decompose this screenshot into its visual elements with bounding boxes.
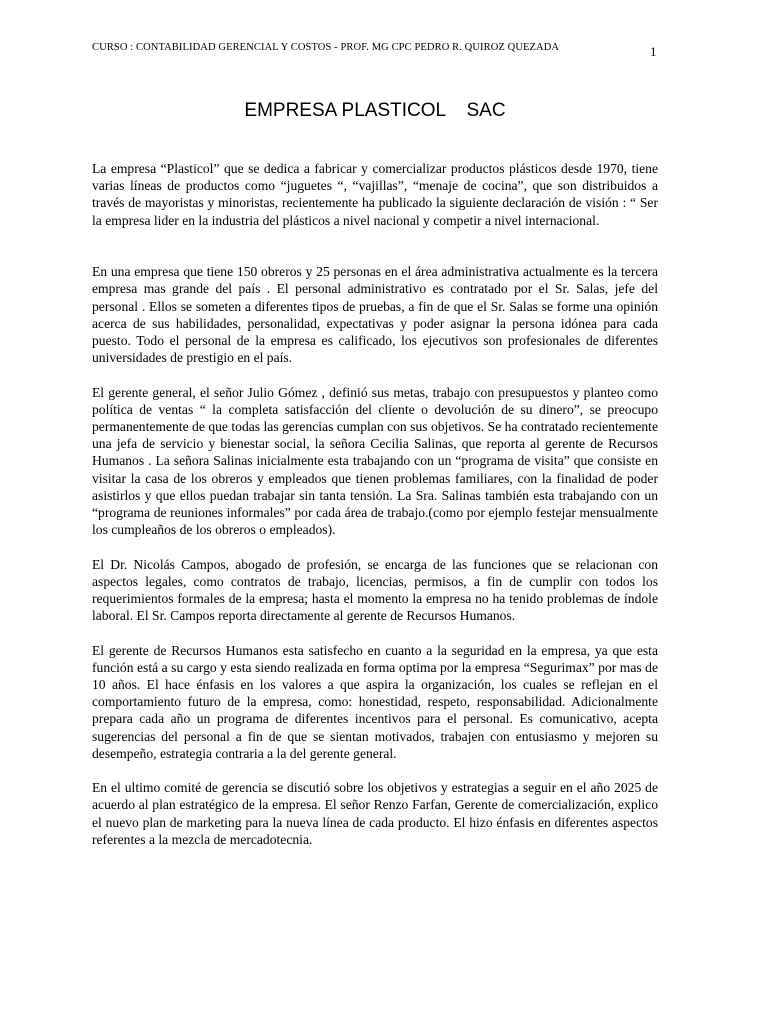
document-body: [92, 160, 658, 865]
paragraph-committee: En el ultimo comité de gerencia se discutió sobre los objetivos y estrategias a seguir en el año 2025 de acuerdo al plan estratégico de la empresa. El señor Renzo Farfan, Gerente de comercialización, explico el nuevo plan de marketing para la nueva línea de cada producto. El hizo énfasis en diferentes aspectos referentes a la mezcla de mercadotecnia.: [92, 780, 658, 847]
paragraph-general-manager: El gerente general, el señor Julio Gómez , definió sus metas, trabajo con presupuestos y planteo como política de ventas “ la completa satisfacción del cliente o devolución de su dinero”, se preocupo permanentemente de que todas las gerencias cumplan con sus objetivos. Se ha contratado recientemente una jefa de servicio y bienestar social, la señora Cecilia Salinas, que reporta al gerente de Recursos Humanos . La señora Salinas inicialmente esta trabajando con un “programa de visita” que consiste en visitar la casa de los obreros y empleados que tienen problemas familiares, con la finalidad de poder asistirlos y que ellos puedan trabajar sin tanta tensión. La Sra. Salinas también esta trabajando con un “programa de reuniones informales” por cada área de trabajo.(como por ejemplo festejar mensualmente los cumpleaños de los obreros o empleados).: [92, 384, 658, 538]
page-number: 1: [650, 44, 657, 59]
paragraph-staff: En una empresa que tiene 150 obreros y 25 personas en el área administrativa actualmente es la tercera empresa mas grande del país . El personal administrativo es contratado por el Sr. Salas, jefe del personal . Ellos se someten a diferentes tipos de pruebas, a fin de que el Sr. Salas se forme una opinión acerca de sus habilidades, personalidad, expectativas y poder asignar la persona idónea para cada puesto. Todo el personal de la empresa es calificado, los ejecutivos son profesionales de diferentes universidades de prestigio en el país.: [92, 264, 658, 366]
paragraph-vision: La empresa “Plasticol” que se dedica a fabricar y comercializar productos plásticos desde 1970, tiene varias líneas de productos como “juguetes “, “vajillas”, “menaje de cocina”, que son distribuidos a través de mayoristas y minoristas, recientemente ha publicado la siguiente declaración de visión : “ Ser la empresa lider en la industria del plásticos a nivel nacional y competir a nivel internacional.: [92, 161, 658, 228]
paragraph-legal: El Dr. Nicolás Campos, abogado de profesión, se encarga de las funciones que se relacionan con aspectos legales, como contratos de trabajo, licencias, permisos, a fin de cumplir con todos los requerimientos formales de la empresa; hasta el momento la empresa no ha tenido problemas de índole laboral. El Sr. Campos reporta directamente al gerente de Recursos Humanos.: [92, 556, 658, 624]
document-title: EMPRESA PLASTICOL SAC: [244, 100, 506, 121]
paragraph-hr-manager: El gerente de Recursos Humanos esta satisfecho en cuanto a la seguridad en la empresa, ya que esta función está a su cargo y esta siendo realizada en forma optima por la empresa “Segurimax” por mas de 10 años. El hace énfasis en los valores a que aspira la organización, los cuales se reflejan en el comportamiento futuro de la empresa, como: honestidad, respeto, responsabilidad. Adicionalmente prepara cada año un programa de diferentes incentivos para el personal. Es comunicativo, acepta sugerencias del personal a fin de que se sientan motivados, trabajen con entusiasmo y mejoren su desempeño, estrategia contraria a la del gerente general.: [92, 642, 658, 761]
page-header: CURSO : CONTABILIDAD GERENCIAL Y COSTOS - PROF. MG CPC PEDRO R. QUIROZ QUEZADA: [92, 42, 560, 53]
